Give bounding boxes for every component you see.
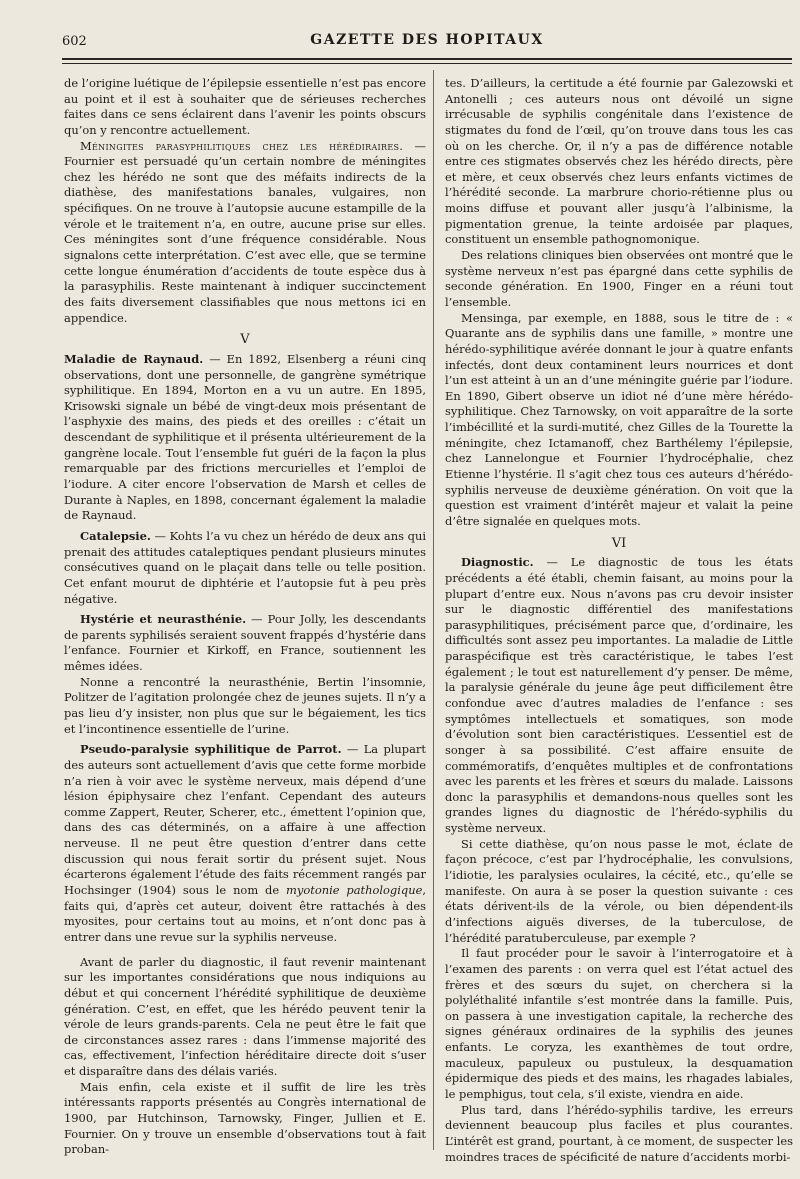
- paragraph-heading: Méningites parasyphilitiques chez les hérédiraires.: [80, 138, 404, 153]
- paragraph-body: — En 1892, Elsenberg a réuni cinq observations, dont une personnelle, de gangrène symétrique syphilitique. En 1894, Morton en a vu un autre. En 1895, Krisowski signale un bébé de vingt-deux mois présentant de l’asphyxie des mains, des pieds et des oreilles : c’était un descendant de syphilitique et il présenta ultérieurement de la gangrène locale. Tout l’ensemble fut guéri de la façon la plus remarquable par des frictions mercurielles et l’emploi de l’iodure. A citer encore l’observation de Marsh et celles de Durante à Naples, en 1898, concernant également la maladie de Raynaud.: [64, 351, 427, 523]
- paragraph-body: — Fournier est persuadé qu’un certain nombre de méningites chez les hérédo ne sont que des méfaits indirects de la diathèse, des manifestations banales, vulgaires, non spécifiques. On ne trouve à l’autopsie aucune estampille de la vérole et le traitement n’a, en outre, aucune prise sur elles. Ces méningites sont d’une fréquence considérable. Nous signalons cette interprétation. C’est avec elle, que se termine cette longue énumération d’accidents de toute espèce dus à la parasyphilis. Reste maintenant à indiquer succinctement des faits diversement classifiables que nous mettons ici en appendice.: [64, 138, 426, 325]
- paragraph: Des relations cliniques bien observées ont montré que le système nerveux n’est pas épargné dans cette syphilis de seconde génération. En 1900, Finger en a réuni tout l’ensemble.: [445, 248, 793, 309]
- section-number: V: [240, 332, 250, 348]
- paragraph-body: , faits qui, d’après cet auteur, doivent être rattachés à des myosites, pour certains tout au moins, et n’ont donc pas à entrer dans une revue sur la syphilis nerveuse.: [64, 883, 426, 944]
- paragraph-gap: [64, 946, 426, 955]
- column-divider: [433, 70, 434, 1150]
- paragraph: [64, 612, 426, 675]
- paragraph-heading: Catalepsie.: [80, 528, 151, 543]
- paragraph: Il faut procéder pour le savoir à l’interrogatoire et à l’examen des parents : on verra quel est l’état actuel des frères et des sœurs du sujet, on cherchera si la polyléthalité infantile s’est montrée dans la famille. Puis, on passera à une investigation capitale, la recherche des signes généraux ordinaires de la syphilis des jeunes enfants. Le coryza, les exanthèmes de tout ordre, maculeux, papuleux ou pustuleux, la desquamation épidermique des pieds et des mains, les rhagades labiales, le pemphigus, tout cela, s’il existe, viendra en aide.: [445, 946, 793, 1101]
- paragraph: de l’origine luétique de l’épilepsie essentielle n’est pas encore au point et il est à souhaiter que de sérieuses recherches faites dans ce sens éclairent dans l’avenir les points obscurs qu’on y rencontre actuellement.: [64, 76, 426, 137]
- left-column: [64, 76, 426, 1158]
- paragraph-body: — Le diagnostic de tous les états précédents a été établi, chemin faisant, au moins pour la plupart d’entre eux. Nous n’avons pas cru devoir insister sur le diagnostic différentiel des manifestations parasyphilitiques, précisément parce que, d’ordinaire, les difficultés sont assez peu importantes. La maladie de Little paraspécifique est très caractéristique, le tabes l’est également ; le tout est naturellement d’y penser. De même, la paralysie générale du jeune âge peut difficilement être confondue avec d’autres maladies de l’enfance : ses symptômes intellectuels et somatiques, son mode d’évolution sont bien caractéristiques. L’essentiel est de songer à sa possibilité. C’est affaire ensuite de commémoratifs, d’enquêtes multiples et de confrontations avec les parents et les frères et sœurs du malade. Laissons donc la parasyphilis et demandons-nous quelles sont les grandes lignes du diagnostic de l’hérédo-syphilis du système nerveux.: [445, 555, 793, 836]
- paragraph: Avant de parler du diagnostic, il faut revenir maintenant sur les importantes considérations que nous indiquions au début et qui concernent l’hérédité syphilitique de deuxième génération. C’est, en effet, que les hérédo peuvent tenir la vérole de leurs grands-parents. Cela ne peut être le fait que de circonstances assez rares : dans l’immense majorité des cas, effectivement, l’infection héréditaire directe doit s’user et disparaître dans des délais variés.: [64, 954, 426, 1079]
- right-column: [445, 76, 793, 1165]
- paragraph: [64, 352, 426, 524]
- paragraph: Plus tard, dans l’hérédo-syphilis tardive, les erreurs deviennent beaucoup plus faciles et plus courantes. L’intérêt est grand, pourtant, à ce moment, de suspecter les moindres traces de spécificité de nature d’accidents morbi-: [445, 1102, 793, 1164]
- paragraph: Mais enfin, cela existe et il suffit de lire les très intéressants rapports présentés au Congrès international de 1900, par Hutchinson, Tarnowsky, Finger, Jullien et E. Fournier. On y trouve un ensemble d’observations tout à fait proban-: [64, 1079, 426, 1157]
- page-number: 602: [62, 34, 87, 49]
- paragraph-body: — Pour Jolly, les descendants de parents syphilisés seraient souvent frappés d’hystérie dans l’enfance. Fournier et Kirkoff, en France, soutiennent les mêmes idées.: [64, 612, 427, 674]
- paragraph: [445, 555, 793, 837]
- paragraph-heading: Diagnostic.: [461, 555, 534, 570]
- section-number: VI: [611, 535, 627, 551]
- paragraph: Nonne a rencontré la neurasthénie, Bertin l’insomnie, Politzer de l’agitation prolongée chez de jeunes sujets. Il n’y a pas lieu d’y insister, non plus que sur le bégaiement, les tics et l’incontinence essentielle de l’urine.: [64, 674, 426, 736]
- paragraph: [64, 529, 426, 607]
- paragraph-heading: Hystérie et neurasthénie.: [80, 612, 247, 627]
- paragraph: tes. D’ailleurs, la certitude a été fournie par Galezowski et Antonelli ; ces auteurs nous ont dévoilé un signe irrécusable de syphilis congénitale dans l’existence de stigmates du fond de l’œil, qu’on trouve dans tous les cas où on les cherche. Or, il n’y a pas de différence notable entre ces stigmates observés chez les hérédo directs, père et mère, et ceux observés chez leurs enfants victimes de l’hérédité seconde. La marbrure chorio-rétienne plus ou moins diffuse et pouvant aller jusqu’à l’albinisme, la pigmentation grenue, la teinte ardoisée par plaques, constituent un ensemble pathognomonique.: [445, 76, 793, 247]
- paragraph-body: — Kohts l’a vu chez un hérédo de deux ans qui prenait des attitudes cataleptiques pendant plusieurs minutes consécutives quand on le plaçait dans telle ou telle position. Cet enfant mourut de diphtérie et l’autopsie fut à peu près négative.: [64, 528, 426, 606]
- paragraph-body: — La plupart des auteurs sont actuellement d’avis que cette forme morbide n’a rien à voir avec le système nerveux, mais dépend d’une lésion épiphysaire chez l’enfant. Cependant des auteurs comme Zappert, Reuter, Scherer, etc., émettent l’opinion que, dans des cas déterminés, on a affaire à une affection nerveuse. Il ne peut être question d’entrer dans cette discussion qui nous ferait sortir du présent sujet. Nous écarterons également l’étude des faits récemment rangés par Hochsinger (1904) sous le nom de: [64, 742, 426, 898]
- page-header: [62, 30, 792, 52]
- header-double-rule: [62, 58, 792, 64]
- paragraph-heading: Pseudo-paralysie syphilitique de Parrot.: [80, 742, 342, 757]
- paragraph: [64, 139, 426, 327]
- paragraph: Mensinga, par exemple, en 1888, sous le titre de : « Quarante ans de syphilis dans une famille, » montre une hérédo-syphilitique avérée donnant le jour à quatre enfants infectés, dont deux contaminent leurs nourrices et dont l’un est atteint à un an d’une méningite guérie par l’iodure. En 1890, Gibert observe un idiot né d’une mère hérédo-syphilitique. Chez Tarnowsky, on voit apparaître de la sorte l’imbécillité et la surdi-mutité, chez Gilles de la Tourette la méningite, chez Ictamanoff, chez Barthélemy l’épilepsie, chez Lannelongue et Fournier l’hydrocéphalie, chez Etienne l’hystérie. Il s’agit chez tous ces auteurs d’hérédo-syphilis nerveuse de deuxième génération. On voit que la question est vraiment d’intérêt majeur et valait la peine d’être signalée en quelques mots.: [445, 310, 793, 528]
- running-head: GAZETTE DES HOPITAUX: [310, 32, 544, 48]
- italic-term: myotonie pathologique: [286, 883, 423, 898]
- paragraph: Si cette diathèse, qu’on nous passe le mot, éclate de façon précoce, c’est par l’hydrocéphalie, les convulsions, l’idiotie, les paralysies oculaires, la cécité, etc., qu’elle se manifeste. On aura à se poser la question suivante : ces états dérivent-ils de la vérole, ou bien dépendent-ils d’infections aiguës diverses, de la tuberculose, de l’hérédité paratuberculeuse, par exemple ?: [445, 836, 793, 945]
- paragraph: [64, 742, 426, 945]
- paragraph-heading: Maladie de Raynaud.: [64, 351, 204, 366]
